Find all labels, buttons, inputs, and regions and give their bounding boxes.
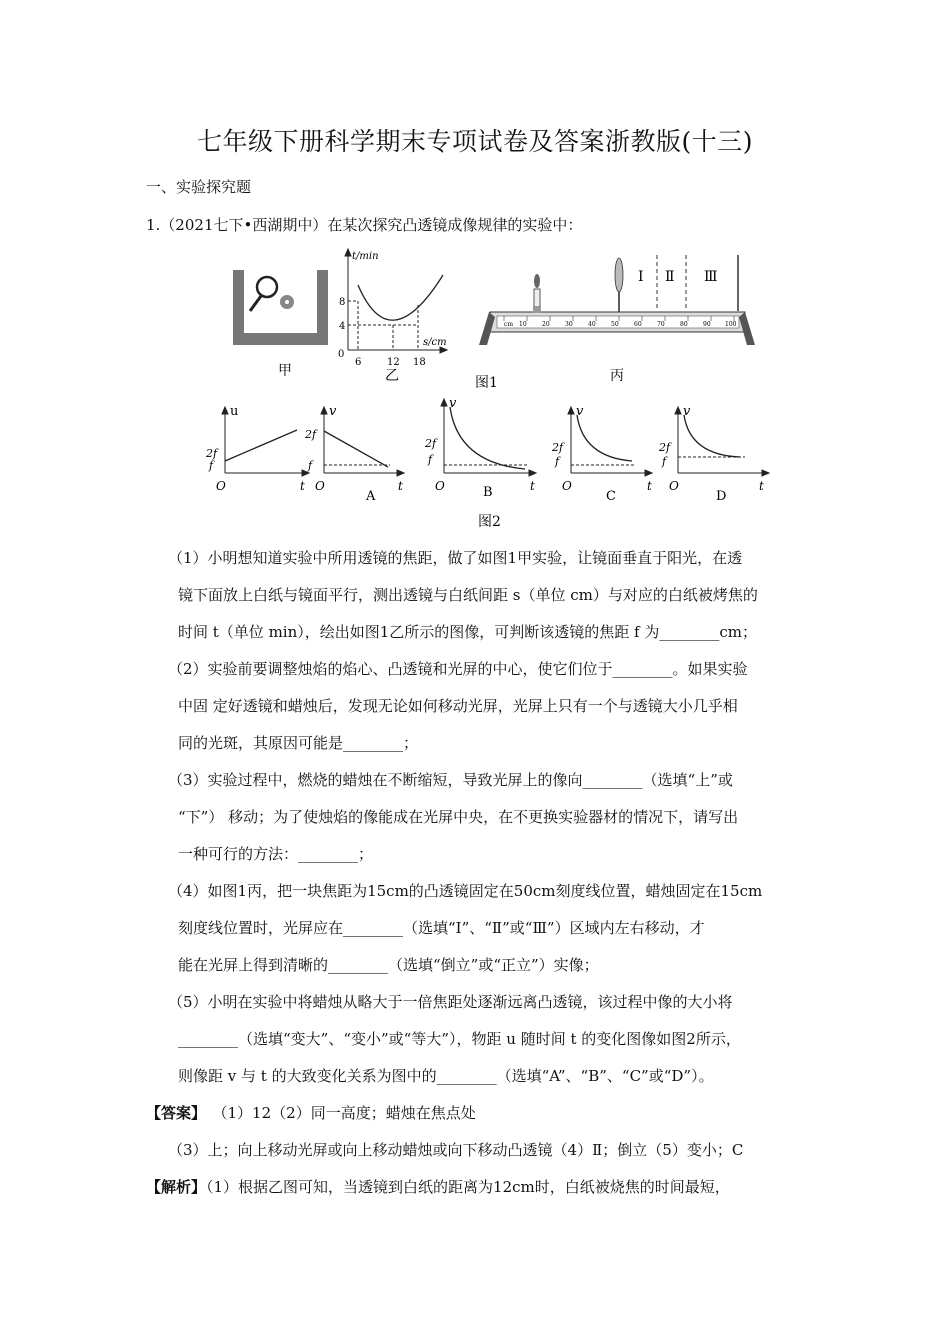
- c-tick-f: f: [555, 455, 560, 468]
- u-tick-2f: 2f: [206, 447, 218, 460]
- d-t-label: t: [759, 479, 764, 493]
- label-yi: 乙: [385, 368, 399, 384]
- yi-x-tick-6: 6: [355, 357, 362, 368]
- a-tick-f: f: [308, 459, 313, 472]
- analysis-block: [146, 1177, 730, 1197]
- figure-1-caption: 图1: [475, 375, 498, 391]
- bench-label-30: 30: [565, 321, 573, 328]
- u-t-label: t: [300, 479, 305, 493]
- q-line-10: （4）如图1丙，把一块焦距为15cm的凸透镜固定在50cm刻度线位置，蜡烛固定在15cm: [168, 882, 763, 900]
- yi-x-tick-12: 12: [387, 357, 400, 368]
- region-3: Ⅲ: [704, 269, 718, 285]
- yi-y-tick-4: 4: [339, 321, 346, 332]
- bench-label-50: 50: [611, 321, 619, 328]
- q-line-12: 能在光屏上得到清晰的________（选填“倒立”或“正立”）实像；: [178, 956, 599, 974]
- figure-2-caption: 图2: [478, 514, 501, 530]
- q-line-4: （2）实验前要调整烛焰的焰心、凸透镜和光屏的中心，使它们位于________。如果实验: [168, 660, 748, 678]
- a-t-label: t: [398, 479, 403, 493]
- u-tick-f: f: [209, 459, 214, 472]
- section-heading: 一、实验探究题: [146, 178, 252, 196]
- answer-line-1: （1）12（2）同一高度；蜡烛在焦点处: [220, 1104, 476, 1122]
- option-d-label: D: [716, 489, 727, 504]
- region-2: Ⅱ: [665, 269, 675, 285]
- label-jia: 甲: [278, 363, 292, 379]
- d-tick-2f: 2f: [659, 441, 671, 454]
- b-y-label: v: [449, 396, 457, 411]
- label-bing: 丙: [610, 368, 624, 384]
- a-tick-2f: 2f: [305, 428, 317, 441]
- figure-1-jia: [233, 270, 328, 379]
- d-y-label: v: [683, 404, 691, 419]
- u-y-label: u: [230, 404, 239, 419]
- answer-block: [146, 1103, 476, 1123]
- q-line-3: 时间 t（单位 min），绘出如图1乙所示的图像，可判断该透镜的焦距 f 为________cm；: [178, 623, 758, 641]
- q-line-14: ________（选填“变大”、“变小”或“等大”），物距 u 随时间 t 的变化图像如图2所示，: [178, 1030, 741, 1048]
- bench-label-80: 80: [680, 321, 688, 328]
- q-line-5: 中固 定好透镜和蜡烛后，发现无论如何移动光屏，光屏上只有一个与透镜大小几乎相: [178, 697, 738, 715]
- analysis-line-1: （1）根据乙图可知，当透镜到白纸的距离为12cm时，白纸被烧焦的时间最短，: [206, 1178, 730, 1196]
- option-a-label: A: [366, 489, 376, 504]
- c-origin: O: [562, 479, 572, 493]
- analysis-label: 【解析】: [146, 1178, 207, 1196]
- bench-unit: cm: [504, 321, 514, 328]
- b-tick-f: f: [428, 453, 433, 466]
- q-line-6: 同的光斑，其原因可能是________；: [178, 734, 419, 752]
- option-c-label: C: [606, 489, 616, 504]
- d-tick-f: f: [662, 455, 667, 468]
- yi-x-label: s/cm: [423, 337, 447, 348]
- bench-label-40: 40: [588, 321, 596, 328]
- yi-origin: 0: [338, 349, 345, 360]
- figure-2: [200, 393, 770, 533]
- a-origin: O: [315, 479, 325, 493]
- c-y-label: v: [576, 404, 584, 419]
- bench-label-60: 60: [634, 321, 642, 328]
- yi-y-tick-8: 8: [339, 297, 346, 308]
- u-origin: O: [216, 479, 226, 493]
- q-line-1: （1）小明想知道实验中所用透镜的焦距，做了如图1甲实验，让镜面垂直于阳光，在透: [168, 549, 743, 567]
- figure-1: [225, 245, 765, 393]
- bench-label-100: 100: [725, 321, 737, 328]
- c-t-label: t: [647, 479, 652, 493]
- bench-label-20: 20: [542, 321, 550, 328]
- bench-label-10: 10: [519, 321, 527, 328]
- q-line-15: 则像距 v 与 t 的大致变化关系为图中的________（选填“A”、“B”、“C”或“D”）。: [178, 1067, 714, 1085]
- c-tick-2f: 2f: [552, 441, 564, 454]
- q-line-7: （3）实验过程中，燃烧的蜡烛在不断缩短，导致光屏上的像向________（选填“上”或: [168, 771, 733, 789]
- q-line-8: “下”） 移动；为了使烛焰的像能成在光屏中央，在不更换实验器材的情况下，请写出: [178, 808, 739, 826]
- answer-label: 【答案】: [146, 1104, 207, 1122]
- b-tick-2f: 2f: [425, 437, 437, 450]
- d-origin: O: [669, 479, 679, 493]
- yi-x-tick-18: 18: [413, 357, 426, 368]
- option-b-label: B: [483, 485, 493, 500]
- b-origin: O: [435, 479, 445, 493]
- bench-label-70: 70: [657, 321, 665, 328]
- q-line-11: 刻度线位置时，光屏应在________（选填“Ⅰ”、“Ⅱ”或“Ⅲ”）区域内左右移动，才: [178, 919, 705, 937]
- bench-label-90: 90: [703, 321, 711, 328]
- question-stem: 1.（2021七下•西湖期中）在某次探究凸透镜成像规律的实验中：: [146, 216, 583, 234]
- answer-line-2: （3）上；向上移动光屏或向上移动蜡烛或向下移动凸透镜（4）Ⅱ；倒立（5）变小；C: [168, 1141, 744, 1159]
- q-line-9: 一种可行的方法：________；: [178, 845, 374, 863]
- region-1: Ⅰ: [638, 269, 644, 285]
- a-y-label: v: [329, 404, 337, 419]
- q-line-2: 镜下面放上白纸与镜面平行，测出透镜与白纸间距 s（单位 cm）与对应的白纸被烤焦的: [178, 586, 758, 604]
- b-t-label: t: [530, 479, 535, 493]
- yi-y-label: t/min: [352, 251, 379, 262]
- q-line-13: （5）小明在实验中将蜡烛从略大于一倍焦距处逐渐远离凸透镜，该过程中像的大小将: [168, 993, 733, 1011]
- page-title: 七年级下册科学期末专项试卷及答案浙教版(十三): [196, 127, 753, 156]
